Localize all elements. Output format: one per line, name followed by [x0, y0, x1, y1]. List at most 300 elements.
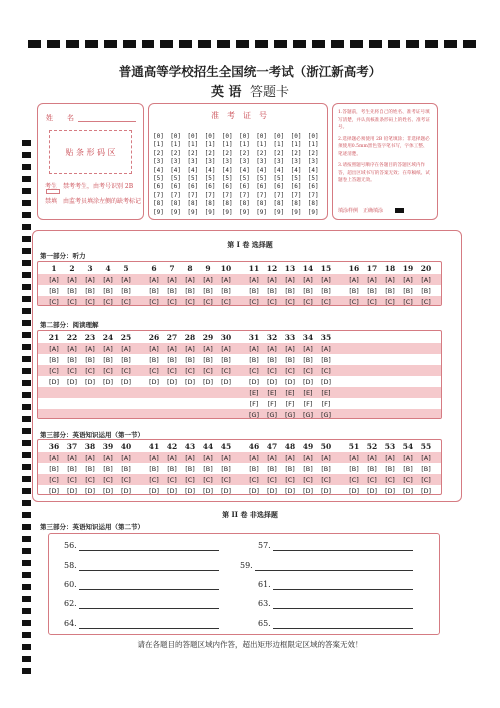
- answer-bubble[interactable]: [A]: [167, 275, 177, 284]
- answer-bubble[interactable]: [A]: [367, 275, 377, 284]
- answer-bubble[interactable]: [F]: [285, 399, 295, 408]
- answer-bubble[interactable]: [B]: [167, 355, 177, 364]
- answer-bubble[interactable]: [C]: [49, 475, 59, 484]
- answer-bubble[interactable]: [C]: [285, 475, 295, 484]
- exam-digit-bubble[interactable]: [2]: [290, 149, 302, 157]
- answer-bubble[interactable]: [B]: [167, 464, 177, 473]
- answer-bubble[interactable]: [C]: [321, 366, 331, 375]
- answer-bubble[interactable]: [B]: [103, 355, 113, 364]
- answer-bubble[interactable]: [B]: [367, 286, 377, 295]
- answer-bubble[interactable]: [A]: [185, 344, 195, 353]
- answer-bubble[interactable]: [C]: [203, 366, 213, 375]
- answer-bubble[interactable]: [B]: [67, 464, 77, 473]
- answer-bubble[interactable]: [B]: [249, 464, 259, 473]
- answer-bubble[interactable]: [C]: [49, 297, 59, 306]
- answer-bubble[interactable]: [D]: [366, 486, 378, 495]
- answer-bubble[interactable]: [C]: [149, 297, 159, 306]
- answer-line[interactable]: [79, 628, 219, 629]
- exam-digit-bubble[interactable]: [6]: [153, 183, 164, 191]
- answer-bubble[interactable]: [B]: [121, 355, 131, 364]
- answer-bubble[interactable]: [A]: [185, 275, 195, 284]
- answer-line[interactable]: [255, 570, 413, 571]
- answer-bubble[interactable]: [B]: [149, 355, 159, 364]
- exam-digit-bubble[interactable]: [1]: [187, 141, 199, 149]
- answer-bubble[interactable]: [D]: [184, 486, 196, 495]
- exam-digit-bubble[interactable]: [7]: [170, 191, 182, 199]
- exam-digit-bubble[interactable]: [2]: [273, 149, 285, 157]
- answer-bubble[interactable]: [A]: [421, 453, 431, 462]
- answer-bubble[interactable]: [D]: [348, 486, 360, 495]
- answer-bubble[interactable]: [A]: [385, 275, 395, 284]
- exam-digit-bubble[interactable]: [1]: [307, 141, 319, 149]
- answer-bubble[interactable]: [C]: [103, 297, 113, 306]
- answer-bubble[interactable]: [C]: [67, 297, 77, 306]
- answer-bubble[interactable]: [A]: [249, 453, 259, 462]
- exam-digit-bubble[interactable]: [5]: [239, 175, 250, 182]
- answer-bubble[interactable]: [C]: [267, 475, 277, 484]
- answer-bubble[interactable]: [C]: [103, 475, 113, 484]
- answer-bubble[interactable]: [C]: [203, 297, 213, 306]
- exam-digit-bubble[interactable]: [7]: [290, 191, 302, 199]
- answer-bubble[interactable]: [C]: [385, 475, 395, 484]
- exam-digit-bubble[interactable]: [9]: [273, 208, 285, 216]
- exam-digit-bubble[interactable]: [5]: [187, 175, 199, 182]
- exam-digit-bubble[interactable]: [3]: [290, 158, 302, 166]
- exam-digit-bubble[interactable]: [8]: [273, 200, 285, 208]
- answer-bubble[interactable]: [C]: [249, 297, 259, 306]
- answer-bubble[interactable]: [C]: [285, 366, 295, 375]
- exam-digit-bubble[interactable]: [5]: [153, 175, 164, 182]
- answer-bubble[interactable]: [D]: [66, 486, 78, 495]
- answer-bubble[interactable]: [D]: [166, 486, 178, 495]
- answer-line[interactable]: [273, 589, 413, 590]
- answer-bubble[interactable]: [A]: [203, 453, 213, 462]
- exam-digit-bubble[interactable]: [9]: [307, 208, 319, 216]
- answer-bubble[interactable]: [B]: [321, 286, 331, 295]
- exam-digit-bubble[interactable]: [4]: [204, 166, 216, 174]
- answer-bubble[interactable]: [D]: [166, 377, 178, 386]
- exam-digit-bubble[interactable]: [1]: [170, 141, 182, 149]
- exam-digit-bubble[interactable]: [6]: [273, 183, 285, 191]
- answer-bubble[interactable]: [D]: [48, 377, 60, 386]
- exam-digit-bubble[interactable]: [7]: [153, 191, 164, 199]
- answer-bubble[interactable]: [B]: [421, 464, 431, 473]
- answer-bubble[interactable]: [D]: [384, 486, 396, 495]
- answer-bubble[interactable]: [B]: [167, 286, 177, 295]
- exam-digit-bubble[interactable]: [4]: [307, 166, 319, 174]
- answer-bubble[interactable]: [D]: [184, 377, 196, 386]
- answer-bubble[interactable]: [A]: [149, 275, 159, 284]
- exam-digit-bubble[interactable]: [7]: [239, 191, 250, 199]
- answer-bubble[interactable]: [F]: [321, 399, 331, 408]
- exam-digit-bubble[interactable]: [9]: [170, 208, 182, 216]
- answer-bubble[interactable]: [A]: [249, 344, 259, 353]
- answer-bubble[interactable]: [B]: [221, 286, 231, 295]
- exam-digit-bubble[interactable]: [2]: [170, 149, 182, 157]
- answer-bubble[interactable]: [C]: [285, 297, 295, 306]
- answer-bubble[interactable]: [A]: [103, 344, 113, 353]
- exam-digit-bubble[interactable]: [0]: [290, 133, 302, 140]
- exam-digit-bubble[interactable]: [0]: [239, 133, 250, 140]
- answer-bubble[interactable]: [D]: [302, 377, 314, 386]
- exam-digit-bubble[interactable]: [8]: [221, 200, 233, 208]
- answer-bubble[interactable]: [D]: [220, 486, 232, 495]
- exam-digit-bubble[interactable]: [8]: [256, 200, 268, 208]
- answer-bubble[interactable]: [B]: [49, 355, 59, 364]
- answer-bubble[interactable]: [C]: [267, 366, 277, 375]
- answer-bubble[interactable]: [D]: [302, 486, 314, 495]
- absent-mark-box[interactable]: [46, 189, 60, 194]
- answer-bubble[interactable]: [B]: [321, 355, 331, 364]
- name-field-line[interactable]: [78, 121, 136, 122]
- answer-line[interactable]: [79, 570, 219, 571]
- answer-bubble[interactable]: [B]: [121, 286, 131, 295]
- answer-bubble[interactable]: [B]: [203, 355, 213, 364]
- exam-digit-bubble[interactable]: [5]: [307, 175, 319, 182]
- answer-bubble[interactable]: [D]: [202, 486, 214, 495]
- answer-bubble[interactable]: [B]: [267, 464, 277, 473]
- answer-bubble[interactable]: [B]: [421, 286, 431, 295]
- answer-bubble[interactable]: [A]: [321, 344, 331, 353]
- answer-bubble[interactable]: [B]: [185, 286, 195, 295]
- answer-bubble[interactable]: [D]: [248, 486, 260, 495]
- exam-digit-bubble[interactable]: [7]: [256, 191, 268, 199]
- answer-bubble[interactable]: [D]: [66, 377, 78, 386]
- answer-bubble[interactable]: [C]: [67, 366, 77, 375]
- answer-bubble[interactable]: [B]: [349, 286, 359, 295]
- answer-bubble[interactable]: [C]: [349, 475, 359, 484]
- answer-bubble[interactable]: [A]: [285, 453, 295, 462]
- answer-bubble[interactable]: [B]: [303, 286, 313, 295]
- exam-digit-bubble[interactable]: [7]: [187, 191, 199, 199]
- answer-bubble[interactable]: [C]: [385, 297, 395, 306]
- answer-bubble[interactable]: [B]: [103, 464, 113, 473]
- exam-digit-bubble[interactable]: [5]: [221, 175, 233, 182]
- answer-bubble[interactable]: [A]: [67, 275, 77, 284]
- exam-digit-bubble[interactable]: [6]: [170, 183, 182, 191]
- exam-digit-bubble[interactable]: [6]: [256, 183, 268, 191]
- answer-bubble[interactable]: [C]: [167, 297, 177, 306]
- answer-bubble[interactable]: [E]: [267, 388, 277, 397]
- answer-line[interactable]: [273, 550, 413, 551]
- answer-bubble[interactable]: [A]: [167, 453, 177, 462]
- answer-bubble[interactable]: [B]: [267, 286, 277, 295]
- answer-bubble[interactable]: [A]: [267, 344, 277, 353]
- answer-bubble[interactable]: [A]: [67, 344, 77, 353]
- answer-bubble[interactable]: [A]: [421, 275, 431, 284]
- exam-digit-bubble[interactable]: [9]: [204, 208, 216, 216]
- answer-bubble[interactable]: [B]: [67, 355, 77, 364]
- answer-bubble[interactable]: [G]: [266, 410, 278, 419]
- exam-digit-bubble[interactable]: [3]: [204, 158, 216, 166]
- answer-bubble[interactable]: [D]: [248, 377, 260, 386]
- answer-bubble[interactable]: [A]: [249, 275, 259, 284]
- exam-digit-bubble[interactable]: [3]: [307, 158, 319, 166]
- exam-digit-bubble[interactable]: [8]: [290, 200, 302, 208]
- answer-bubble[interactable]: [B]: [303, 464, 313, 473]
- exam-digit-bubble[interactable]: [6]: [187, 183, 199, 191]
- exam-digit-bubble[interactable]: [3]: [221, 158, 233, 166]
- exam-digit-bubble[interactable]: [3]: [256, 158, 268, 166]
- answer-bubble[interactable]: [A]: [49, 344, 59, 353]
- exam-digit-bubble[interactable]: [8]: [307, 200, 319, 208]
- answer-bubble[interactable]: [A]: [321, 275, 331, 284]
- answer-bubble[interactable]: [B]: [403, 286, 413, 295]
- answer-bubble[interactable]: [D]: [102, 486, 114, 495]
- answer-bubble[interactable]: [A]: [385, 453, 395, 462]
- exam-digit-bubble[interactable]: [6]: [307, 183, 319, 191]
- answer-bubble[interactable]: [D]: [102, 377, 114, 386]
- answer-bubble[interactable]: [B]: [149, 286, 159, 295]
- answer-bubble[interactable]: [C]: [303, 475, 313, 484]
- answer-bubble[interactable]: [A]: [285, 344, 295, 353]
- answer-bubble[interactable]: [B]: [85, 286, 95, 295]
- answer-bubble[interactable]: [G]: [320, 410, 332, 419]
- exam-digit-bubble[interactable]: [1]: [239, 141, 250, 149]
- answer-bubble[interactable]: [A]: [285, 275, 295, 284]
- answer-bubble[interactable]: [C]: [221, 297, 231, 306]
- answer-bubble[interactable]: [A]: [349, 275, 359, 284]
- exam-digit-bubble[interactable]: [7]: [204, 191, 216, 199]
- answer-bubble[interactable]: [D]: [402, 486, 414, 495]
- answer-bubble[interactable]: [B]: [385, 464, 395, 473]
- answer-bubble[interactable]: [A]: [267, 275, 277, 284]
- answer-bubble[interactable]: [A]: [367, 453, 377, 462]
- answer-bubble[interactable]: [A]: [85, 344, 95, 353]
- answer-bubble[interactable]: [C]: [167, 475, 177, 484]
- answer-bubble[interactable]: [D]: [148, 486, 160, 495]
- answer-bubble[interactable]: [B]: [85, 464, 95, 473]
- answer-bubble[interactable]: [B]: [185, 355, 195, 364]
- exam-digit-bubble[interactable]: [8]: [170, 200, 182, 208]
- answer-bubble[interactable]: [A]: [103, 275, 113, 284]
- answer-bubble[interactable]: [E]: [285, 388, 295, 397]
- exam-digit-bubble[interactable]: [3]: [170, 158, 182, 166]
- answer-bubble[interactable]: [D]: [420, 486, 432, 495]
- answer-bubble[interactable]: [C]: [403, 475, 413, 484]
- exam-digit-bubble[interactable]: [1]: [204, 141, 216, 149]
- exam-digit-bubble[interactable]: [3]: [153, 158, 164, 166]
- answer-bubble[interactable]: [B]: [121, 464, 131, 473]
- exam-digit-bubble[interactable]: [7]: [221, 191, 233, 199]
- exam-digit-bubble[interactable]: [9]: [256, 208, 268, 216]
- exam-digit-bubble[interactable]: [9]: [153, 208, 164, 216]
- answer-bubble[interactable]: [C]: [321, 475, 331, 484]
- answer-bubble[interactable]: [C]: [267, 297, 277, 306]
- exam-digit-bubble[interactable]: [8]: [204, 200, 216, 208]
- answer-bubble[interactable]: [D]: [120, 486, 132, 495]
- exam-digit-bubble[interactable]: [2]: [256, 149, 268, 157]
- answer-bubble[interactable]: [A]: [67, 453, 77, 462]
- answer-bubble[interactable]: [C]: [221, 366, 231, 375]
- exam-digit-bubble[interactable]: [4]: [221, 166, 233, 174]
- answer-line[interactable]: [79, 608, 219, 609]
- answer-bubble[interactable]: [C]: [85, 366, 95, 375]
- answer-bubble[interactable]: [B]: [149, 464, 159, 473]
- answer-bubble[interactable]: [C]: [303, 366, 313, 375]
- exam-digit-bubble[interactable]: [4]: [256, 166, 268, 174]
- exam-digit-bubble[interactable]: [5]: [273, 175, 285, 182]
- exam-digit-bubble[interactable]: [7]: [307, 191, 319, 199]
- exam-digit-bubble[interactable]: [4]: [153, 166, 164, 174]
- answer-bubble[interactable]: [A]: [149, 344, 159, 353]
- answer-bubble[interactable]: [C]: [85, 475, 95, 484]
- answer-bubble[interactable]: [A]: [403, 275, 413, 284]
- answer-bubble[interactable]: [B]: [221, 355, 231, 364]
- answer-bubble[interactable]: [A]: [303, 453, 313, 462]
- answer-bubble[interactable]: [B]: [203, 464, 213, 473]
- answer-bubble[interactable]: [F]: [249, 399, 259, 408]
- exam-digit-bubble[interactable]: [9]: [187, 208, 199, 216]
- answer-bubble[interactable]: [E]: [303, 388, 313, 397]
- answer-bubble[interactable]: [A]: [267, 453, 277, 462]
- answer-bubble[interactable]: [A]: [185, 453, 195, 462]
- answer-bubble[interactable]: [C]: [85, 297, 95, 306]
- answer-bubble[interactable]: [B]: [203, 286, 213, 295]
- answer-bubble[interactable]: [C]: [121, 366, 131, 375]
- exam-digit-bubble[interactable]: [4]: [290, 166, 302, 174]
- answer-bubble[interactable]: [D]: [120, 377, 132, 386]
- answer-bubble[interactable]: [A]: [103, 453, 113, 462]
- answer-bubble[interactable]: [F]: [267, 399, 277, 408]
- answer-bubble[interactable]: [B]: [285, 286, 295, 295]
- answer-bubble[interactable]: [D]: [284, 486, 296, 495]
- exam-digit-bubble[interactable]: [5]: [170, 175, 182, 182]
- answer-bubble[interactable]: [B]: [49, 286, 59, 295]
- answer-bubble[interactable]: [C]: [349, 297, 359, 306]
- exam-digit-bubble[interactable]: [3]: [239, 158, 250, 166]
- exam-digit-bubble[interactable]: [7]: [273, 191, 285, 199]
- answer-bubble[interactable]: [A]: [85, 453, 95, 462]
- answer-bubble[interactable]: [A]: [167, 344, 177, 353]
- answer-line[interactable]: [273, 608, 413, 609]
- answer-bubble[interactable]: [A]: [49, 275, 59, 284]
- answer-bubble[interactable]: [D]: [284, 377, 296, 386]
- answer-bubble[interactable]: [A]: [403, 453, 413, 462]
- answer-bubble[interactable]: [B]: [321, 464, 331, 473]
- answer-bubble[interactable]: [B]: [221, 464, 231, 473]
- exam-digit-bubble[interactable]: [0]: [256, 133, 268, 140]
- answer-bubble[interactable]: [B]: [49, 464, 59, 473]
- answer-bubble[interactable]: [C]: [149, 366, 159, 375]
- answer-bubble[interactable]: [A]: [303, 275, 313, 284]
- exam-digit-bubble[interactable]: [0]: [170, 133, 182, 140]
- exam-digit-bubble[interactable]: [0]: [307, 133, 319, 140]
- answer-bubble[interactable]: [C]: [185, 297, 195, 306]
- exam-digit-bubble[interactable]: [5]: [256, 175, 268, 182]
- answer-bubble[interactable]: [A]: [121, 344, 131, 353]
- exam-digit-bubble[interactable]: [9]: [290, 208, 302, 216]
- exam-digit-bubble[interactable]: [0]: [273, 133, 285, 140]
- answer-bubble[interactable]: [C]: [185, 366, 195, 375]
- exam-digit-bubble[interactable]: [2]: [239, 149, 250, 157]
- answer-bubble[interactable]: [E]: [321, 388, 331, 397]
- exam-digit-bubble[interactable]: [6]: [204, 183, 216, 191]
- exam-digit-bubble[interactable]: [8]: [187, 200, 199, 208]
- answer-bubble[interactable]: [C]: [121, 475, 131, 484]
- listening-answer-box[interactable]: [37, 261, 442, 306]
- answer-bubble[interactable]: [B]: [285, 355, 295, 364]
- exam-digit-bubble[interactable]: [1]: [290, 141, 302, 149]
- answer-bubble[interactable]: [D]: [266, 486, 278, 495]
- exam-digit-bubble[interactable]: [4]: [187, 166, 199, 174]
- answer-bubble[interactable]: [A]: [221, 344, 231, 353]
- answer-bubble[interactable]: [B]: [285, 464, 295, 473]
- answer-bubble[interactable]: [C]: [367, 297, 377, 306]
- answer-bubble[interactable]: [A]: [349, 453, 359, 462]
- answer-line[interactable]: [273, 628, 413, 629]
- answer-bubble[interactable]: [D]: [202, 377, 214, 386]
- exam-digit-bubble[interactable]: [9]: [239, 208, 250, 216]
- answer-bubble[interactable]: [C]: [249, 475, 259, 484]
- exam-digit-bubble[interactable]: [1]: [273, 141, 285, 149]
- exam-digit-bubble[interactable]: [8]: [239, 200, 250, 208]
- exam-digit-bubble[interactable]: [0]: [153, 133, 164, 140]
- answer-bubble[interactable]: [C]: [221, 475, 231, 484]
- exam-digit-bubble[interactable]: [4]: [239, 166, 250, 174]
- answer-bubble[interactable]: [C]: [367, 475, 377, 484]
- answer-bubble[interactable]: [C]: [421, 475, 431, 484]
- answer-bubble[interactable]: [D]: [220, 377, 232, 386]
- answer-bubble[interactable]: [B]: [67, 286, 77, 295]
- answer-line[interactable]: [79, 589, 219, 590]
- answer-bubble[interactable]: [B]: [103, 286, 113, 295]
- exam-digit-bubble[interactable]: [5]: [290, 175, 302, 182]
- answer-bubble[interactable]: [C]: [67, 475, 77, 484]
- answer-line[interactable]: [79, 550, 219, 551]
- exam-digit-bubble[interactable]: [2]: [153, 149, 164, 157]
- answer-bubble[interactable]: [C]: [321, 297, 331, 306]
- answer-bubble[interactable]: [C]: [303, 297, 313, 306]
- answer-bubble[interactable]: [A]: [85, 275, 95, 284]
- exam-digit-bubble[interactable]: [8]: [153, 200, 164, 208]
- exam-digit-bubble[interactable]: [2]: [307, 149, 319, 157]
- answer-bubble[interactable]: [A]: [149, 453, 159, 462]
- reading-answer-box[interactable]: [37, 330, 442, 419]
- exam-digit-bubble[interactable]: [3]: [187, 158, 199, 166]
- exam-digit-bubble[interactable]: [1]: [221, 141, 233, 149]
- exam-number-grid[interactable]: [153, 133, 325, 218]
- answer-bubble[interactable]: [C]: [167, 366, 177, 375]
- exam-digit-bubble[interactable]: [0]: [187, 133, 199, 140]
- exam-digit-bubble[interactable]: [1]: [256, 141, 268, 149]
- answer-bubble[interactable]: [C]: [149, 475, 159, 484]
- answer-bubble[interactable]: [A]: [121, 453, 131, 462]
- answer-bubble[interactable]: [D]: [84, 377, 96, 386]
- answer-bubble[interactable]: [A]: [221, 453, 231, 462]
- answer-bubble[interactable]: [G]: [248, 410, 260, 419]
- answer-bubble[interactable]: [D]: [320, 377, 332, 386]
- answer-bubble[interactable]: [B]: [185, 464, 195, 473]
- answer-bubble[interactable]: [A]: [221, 275, 231, 284]
- exam-digit-bubble[interactable]: [9]: [221, 208, 233, 216]
- answer-bubble[interactable]: [C]: [121, 297, 131, 306]
- answer-bubble[interactable]: [B]: [403, 464, 413, 473]
- exam-digit-bubble[interactable]: [2]: [221, 149, 233, 157]
- answer-bubble[interactable]: [C]: [203, 475, 213, 484]
- answer-bubble[interactable]: [C]: [185, 475, 195, 484]
- answer-bubble[interactable]: [D]: [266, 377, 278, 386]
- answer-bubble[interactable]: [B]: [349, 464, 359, 473]
- answer-bubble[interactable]: [B]: [267, 355, 277, 364]
- answer-bubble[interactable]: [C]: [403, 297, 413, 306]
- answer-bubble[interactable]: [A]: [303, 344, 313, 353]
- answer-bubble[interactable]: [B]: [385, 286, 395, 295]
- answer-bubble[interactable]: [B]: [249, 355, 259, 364]
- exam-digit-bubble[interactable]: [1]: [153, 141, 164, 149]
- answer-bubble[interactable]: [D]: [320, 486, 332, 495]
- exam-digit-bubble[interactable]: [6]: [290, 183, 302, 191]
